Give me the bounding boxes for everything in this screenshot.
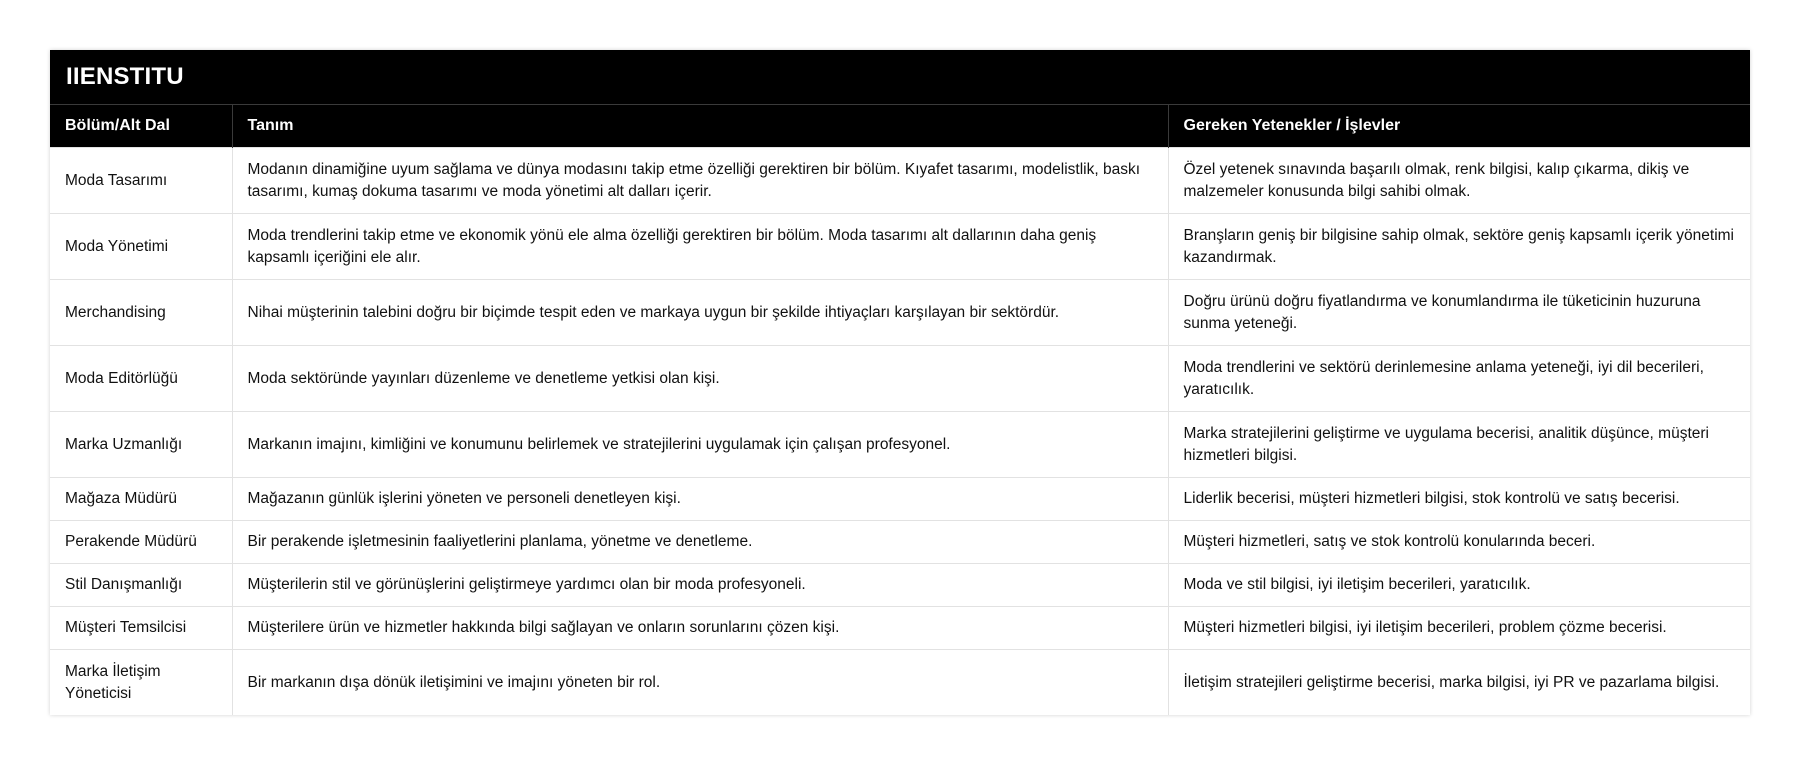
header-skills: Gereken Yetenekler / İşlevler <box>1168 105 1750 148</box>
cell-section: Moda Yönetimi <box>50 214 232 280</box>
cell-definition: Moda sektöründe yayınları düzenleme ve denetleme yetkisi olan kişi. <box>232 346 1168 412</box>
cell-section: Merchandising <box>50 280 232 346</box>
cell-skills: Moda ve stil bilgisi, iyi iletişim becerileri, yaratıcılık. <box>1168 564 1750 607</box>
cell-definition: Moda trendlerini takip etme ve ekonomik yönü ele alma özelliği gerektiren bir bölüm. Moda tasarımı alt dallarının daha geniş kapsamlı içeriğini ele alır. <box>232 214 1168 280</box>
cell-definition: Bir markanın dışa dönük iletişimini ve imajını yöneten bir rol. <box>232 650 1168 716</box>
table-row <box>50 148 1750 214</box>
header-section: Bölüm/Alt Dal <box>50 105 232 148</box>
cell-definition: Modanın dinamiğine uyum sağlama ve dünya modasını takip etme özelliği gerektiren bir bölüm. Kıyafet tasarımı, modelistlik, baskı tasarımı, kumaş dokuma tasarımı ve moda yönetimi alt dalları içerir. <box>232 148 1168 214</box>
cell-skills: Özel yetenek sınavında başarılı olmak, renk bilgisi, kalıp çıkarma, dikiş ve malzemeler konusunda bilgi sahibi olmak. <box>1168 148 1750 214</box>
brand-title: IIENSTITU <box>50 50 1750 104</box>
cell-section: Moda Tasarımı <box>50 148 232 214</box>
cell-skills: İletişim stratejileri geliştirme becerisi, marka bilgisi, iyi PR ve pazarlama bilgisi. <box>1168 650 1750 716</box>
cell-definition: Nihai müşterinin talebini doğru bir biçimde tespit eden ve markaya uygun bir şekilde ihtiyaçları karşılayan bir sektördür. <box>232 280 1168 346</box>
cell-skills: Müşteri hizmetleri bilgisi, iyi iletişim becerileri, problem çözme becerisi. <box>1168 607 1750 650</box>
table-row <box>50 412 1750 478</box>
table-row <box>50 346 1750 412</box>
table-row <box>50 564 1750 607</box>
cell-definition: Markanın imajını, kimliğini ve konumunu belirlemek ve stratejilerini uygulamak için çalışan profesyonel. <box>232 412 1168 478</box>
cell-section: Marka İletişim Yöneticisi <box>50 650 232 716</box>
cell-definition: Müşterilerin stil ve görünüşlerini geliştirmeye yardımcı olan bir moda profesyoneli. <box>232 564 1168 607</box>
cell-definition: Bir perakende işletmesinin faaliyetlerini planlama, yönetme ve denetleme. <box>232 521 1168 564</box>
table-row <box>50 280 1750 346</box>
cell-section: Moda Editörlüğü <box>50 346 232 412</box>
cell-skills: Marka stratejilerini geliştirme ve uygulama becerisi, analitik düşünce, müşteri hizmetleri bilgisi. <box>1168 412 1750 478</box>
content-card <box>50 50 1750 715</box>
table-row <box>50 478 1750 521</box>
career-table <box>50 104 1750 715</box>
header-definition: Tanım <box>232 105 1168 148</box>
header-row <box>50 105 1750 148</box>
table-row <box>50 521 1750 564</box>
cell-section: Mağaza Müdürü <box>50 478 232 521</box>
cell-section: Marka Uzmanlığı <box>50 412 232 478</box>
cell-definition: Müşterilere ürün ve hizmetler hakkında bilgi sağlayan ve onların sorunlarını çözen kişi. <box>232 607 1168 650</box>
cell-skills: Moda trendlerini ve sektörü derinlemesine anlama yeteneği, iyi dil becerileri, yaratıcılık. <box>1168 346 1750 412</box>
table-header <box>50 105 1750 148</box>
table-row <box>50 214 1750 280</box>
cell-section: Müşteri Temsilcisi <box>50 607 232 650</box>
cell-skills: Müşteri hizmetleri, satış ve stok kontrolü konularında beceri. <box>1168 521 1750 564</box>
table-body <box>50 148 1750 716</box>
cell-definition: Mağazanın günlük işlerini yöneten ve personeli denetleyen kişi. <box>232 478 1168 521</box>
cell-section: Stil Danışmanlığı <box>50 564 232 607</box>
table-row <box>50 650 1750 716</box>
cell-skills: Branşların geniş bir bilgisine sahip olmak, sektöre geniş kapsamlı içerik yönetimi kazandırmak. <box>1168 214 1750 280</box>
cell-skills: Doğru ürünü doğru fiyatlandırma ve konumlandırma ile tüketicinin huzuruna sunma yeteneği. <box>1168 280 1750 346</box>
table-row <box>50 607 1750 650</box>
cell-section: Perakende Müdürü <box>50 521 232 564</box>
cell-skills: Liderlik becerisi, müşteri hizmetleri bilgisi, stok kontrolü ve satış becerisi. <box>1168 478 1750 521</box>
